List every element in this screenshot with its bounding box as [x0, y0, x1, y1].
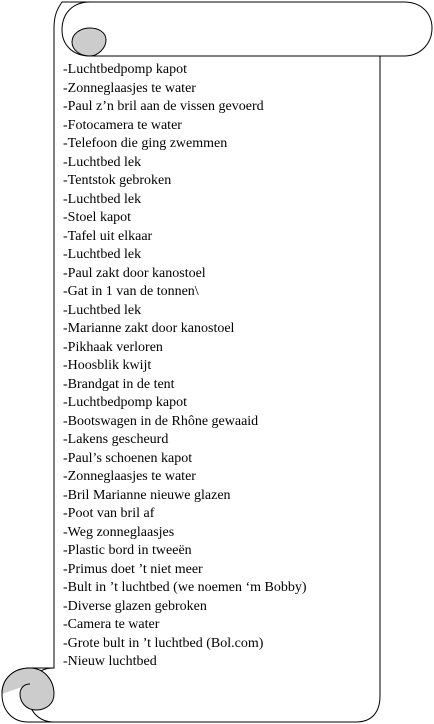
list-item: -Camera te water	[63, 617, 160, 632]
list-item: -Brandgat in de tent	[63, 376, 175, 392]
list-item: -Pikhaak verloren	[63, 339, 163, 355]
list-item: -Luchtbed lek	[63, 154, 142, 170]
list-item: -Tentstok gebroken	[63, 173, 172, 188]
list-item: -Bril Marianne nieuwe glazen	[63, 487, 231, 503]
list-item: -Bult in ’t luchtbed (we noemen ‘m Bobby)	[63, 580, 307, 595]
checklist	[63, 61, 373, 672]
list-item: -Weg zonneglaasjes	[63, 524, 175, 540]
list-item: -Gat in 1 van de tonnen\	[63, 284, 199, 299]
list-item: -Paul z’n bril aan de vissen gevoerd	[63, 99, 264, 114]
list-item: -Plastic bord in tweeën	[63, 543, 192, 558]
list-item: -Lakens gescheurd	[63, 432, 169, 447]
list-item: -Poot van bril af	[63, 506, 155, 521]
list-item: -Hoosblik kwijt	[63, 358, 152, 373]
list-item: -Luchtbed lek	[63, 191, 142, 207]
list-item: -Grote bult in ’t luchtbed (Bol.com)	[63, 635, 264, 651]
list-item: -Paul zakt door kanostoel	[63, 265, 206, 281]
list-item: -Fotocamera te water	[63, 117, 182, 133]
list-item: -Primus doet ’t niet meer	[63, 561, 203, 577]
list-item: -Bootswagen in de Rhône gewaaid	[63, 413, 259, 429]
list-item: -Diverse glazen gebroken	[63, 598, 207, 614]
list-item: -Luchtbed lek	[63, 247, 142, 262]
list-item: -Tafel uit elkaar	[63, 228, 153, 244]
list-item: -Paul’s schoenen kapot	[63, 450, 193, 466]
list-item: -Nieuw luchtbed	[63, 654, 157, 669]
list-item: -Telefoon die ging zwemmen	[63, 136, 228, 151]
list-item: -Marianne zakt door kanostoel	[63, 321, 235, 336]
list-item: -Zonneglaasjes te water	[63, 80, 196, 96]
list-item: -Stoel kapot	[63, 210, 132, 225]
list-item: -Zonneglaasjes te water	[63, 469, 196, 484]
list-item: -Luchtbedpomp kapot	[63, 395, 188, 410]
list-item: -Luchtbed lek	[63, 302, 142, 318]
list-item: -Luchtbedpomp kapot	[63, 62, 188, 77]
